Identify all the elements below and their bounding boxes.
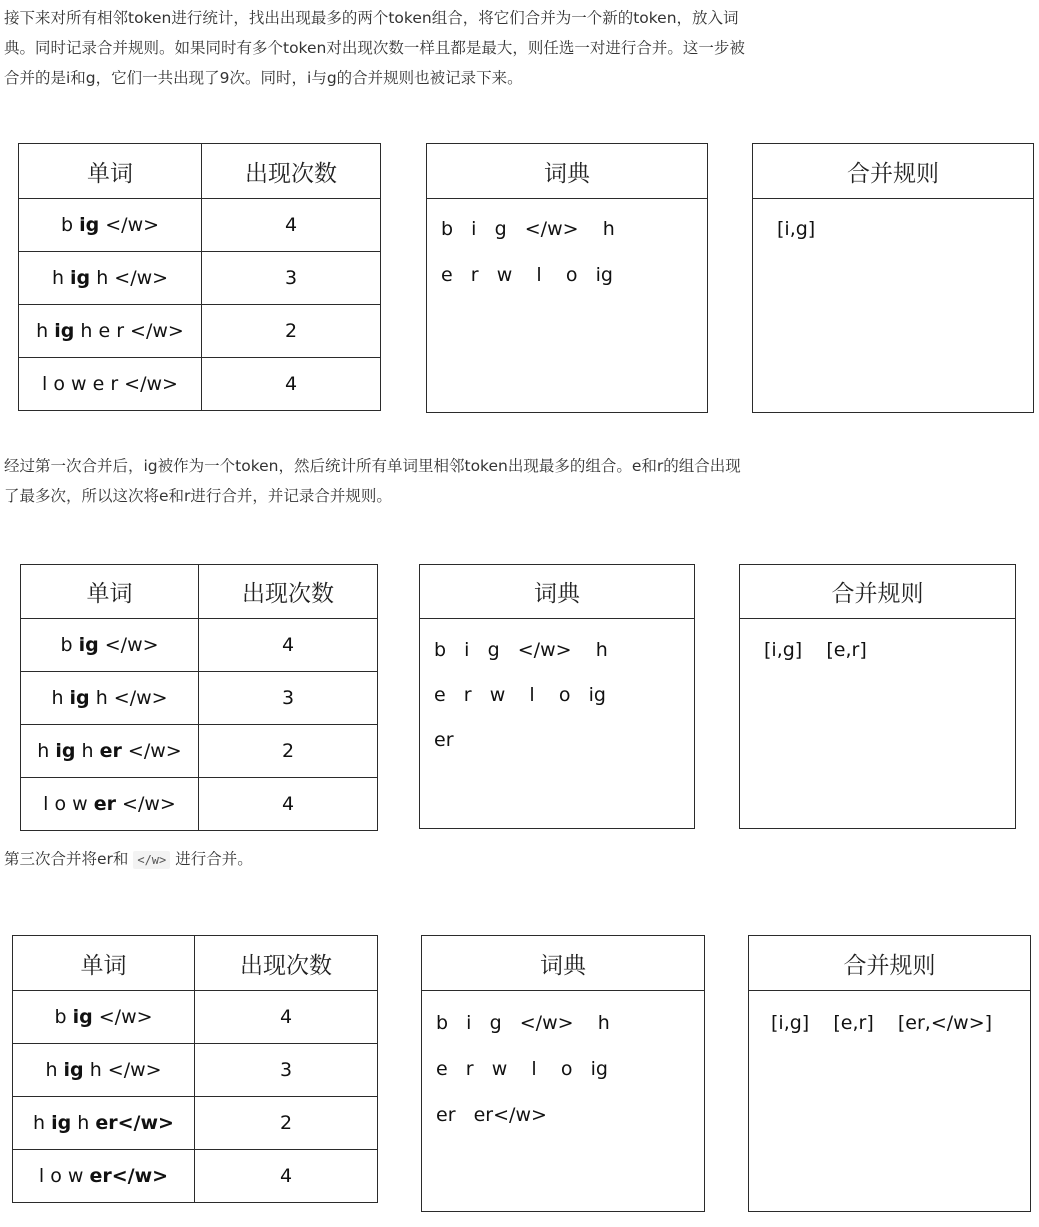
word-column-header: 单词 (19, 144, 202, 199)
merge-rules-text: [i,g] [e,r] [er,</w>] (771, 1012, 993, 1034)
paragraph-line: 了最多次，所以这次将e和r进行合并，并记录合并规则。 (4, 487, 392, 505)
merge-rules-box (748, 935, 1031, 1212)
count-cell: 4 (199, 778, 378, 831)
table-row (21, 725, 378, 778)
vocab-line: b i g </w> h (441, 218, 615, 240)
paragraph-line: 第三次合并将er和 </w> 进行合并。 (4, 850, 253, 868)
count-cell: 4 (202, 199, 381, 252)
word-cell: l o w er</w> (13, 1150, 195, 1203)
word-cell: h ig h er </w> (21, 725, 199, 778)
table-row (21, 778, 378, 831)
count-cell: 2 (202, 305, 381, 358)
word-cell: h ig h </w> (13, 1044, 195, 1097)
vocab-line: b i g </w> h (436, 1012, 610, 1034)
count-cell: 4 (202, 358, 381, 411)
word-cell: b ig </w> (19, 199, 202, 252)
merge-rules-text: [i,g] [e,r] (764, 639, 867, 661)
count-cell: 3 (195, 1044, 378, 1097)
vocab-line: e r w l o ig (434, 684, 606, 706)
count-column-header: 出现次数 (199, 565, 378, 619)
count-cell: 4 (199, 619, 378, 672)
merge-rules-box (752, 143, 1034, 413)
count-cell: 2 (195, 1097, 378, 1150)
word-column-header: 单词 (21, 565, 199, 619)
count-cell: 4 (195, 1150, 378, 1203)
count-cell: 2 (199, 725, 378, 778)
table-row (19, 358, 381, 411)
vocab-box (421, 935, 705, 1212)
merge-rules-header: 合并规则 (740, 565, 1015, 619)
merge-rules-box (739, 564, 1016, 829)
count-cell: 3 (199, 672, 378, 725)
vocab-box (419, 564, 695, 829)
paragraph-intro (4, 3, 1034, 93)
vocab-line: er er</w> (436, 1104, 547, 1126)
vocab-line: e r w l o ig (441, 264, 613, 286)
word-cell: h ig h er</w> (13, 1097, 195, 1150)
word-cell: b ig </w> (21, 619, 199, 672)
word-cell: h ig h </w> (21, 672, 199, 725)
table-row (19, 199, 381, 252)
paragraph-line: 典。同时记录合并规则。如果同时有多个token对出现次数一样且都是最大，则任选一对进行合并。这一步被 (4, 39, 745, 57)
word-cell: h ig h e r </w> (19, 305, 202, 358)
vocab-box (426, 143, 708, 413)
word-cell: b ig </w> (13, 991, 195, 1044)
word-count-table (20, 564, 378, 831)
table-row (21, 672, 378, 725)
merge-rules-text: [i,g] (777, 218, 816, 240)
count-cell: 3 (202, 252, 381, 305)
vocab-line: e r w l o ig (436, 1058, 608, 1080)
table-row (13, 1150, 378, 1203)
vocab-header: 词典 (420, 565, 694, 619)
merge-rules-header: 合并规则 (753, 144, 1033, 199)
paragraph-third-merge (4, 844, 1034, 875)
word-count-table (18, 143, 381, 411)
word-cell: l o w e r </w> (19, 358, 202, 411)
merge-rules-header: 合并规则 (749, 936, 1030, 991)
paragraph-line: 经过第一次合并后，ig被作为一个token，然后统计所有单词里相邻token出现最多的组合。e和r的组合出现 (4, 457, 741, 475)
word-cell: h ig h </w> (19, 252, 202, 305)
table-row (13, 1044, 378, 1097)
count-column-header: 出现次数 (202, 144, 381, 199)
count-column-header: 出现次数 (195, 936, 378, 991)
paragraph-line: 合并的是i和g，它们一共出现了9次。同时，i与g的合并规则也被记录下来。 (4, 69, 523, 87)
vocab-line: er (434, 729, 454, 751)
word-column-header: 单词 (13, 936, 195, 991)
inline-code: </w> (133, 851, 170, 869)
count-cell: 4 (195, 991, 378, 1044)
table-row (19, 305, 381, 358)
vocab-header: 词典 (422, 936, 704, 991)
table-row (13, 991, 378, 1044)
paragraph-line: 接下来对所有相邻token进行统计，找出出现最多的两个token组合，将它们合并为一个新的token，放入词 (4, 9, 739, 27)
table-row (19, 252, 381, 305)
word-count-table (12, 935, 378, 1203)
vocab-header: 词典 (427, 144, 707, 199)
table-row (13, 1097, 378, 1150)
vocab-line: b i g </w> h (434, 639, 608, 661)
word-cell: l o w er </w> (21, 778, 199, 831)
table-row (21, 619, 378, 672)
paragraph-second-merge (4, 451, 1034, 511)
